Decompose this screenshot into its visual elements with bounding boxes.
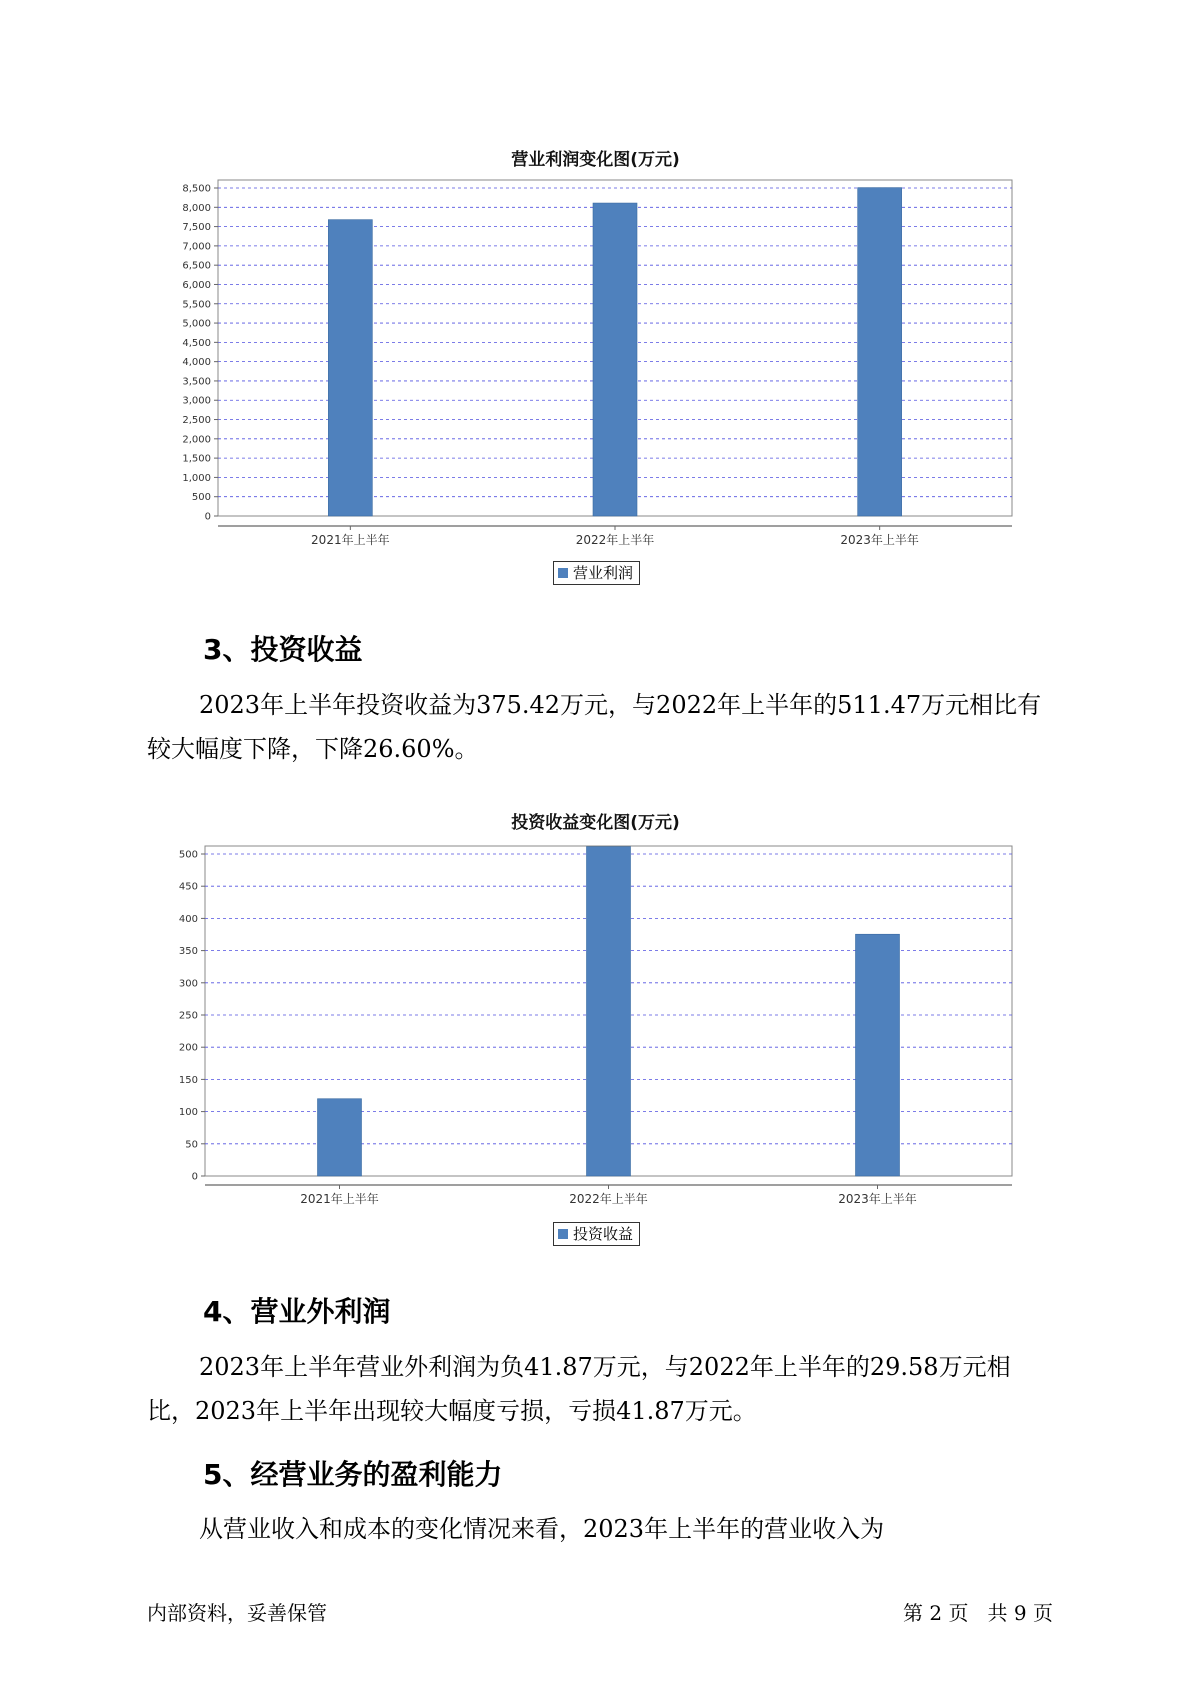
y-tick-label: 250 (178, 1010, 198, 1022)
chart-title-operating-profit: 营业利润变化图(万元) (511, 150, 680, 170)
y-tick-label: 7,000 (182, 241, 211, 253)
y-tick-label: 200 (178, 1042, 198, 1054)
y-tick-label: 6,000 (182, 279, 211, 291)
y-tick-label: 5,000 (182, 318, 211, 330)
bar (856, 934, 900, 1176)
y-tick-label: 50 (185, 1139, 198, 1151)
x-tick-label: 2021年上半年 (311, 533, 390, 547)
footer-left: 内部资料，妥善保管 (147, 1601, 327, 1625)
y-tick-label: 1,500 (182, 453, 211, 465)
chart-investment-income (0, 840, 1191, 1260)
x-tick-label: 2021年上半年 (300, 1192, 379, 1206)
y-tick-label: 7,500 (182, 222, 211, 234)
y-tick-label: 0 (191, 1171, 198, 1183)
legend-operating-profit (553, 561, 640, 585)
x-tick-label: 2023年上半年 (838, 1192, 917, 1206)
bar (593, 203, 637, 516)
bar (587, 847, 631, 1176)
y-tick-label: 3,500 (182, 376, 211, 388)
legend-swatch (558, 568, 568, 578)
y-tick-label: 4,000 (182, 357, 211, 369)
legend-label: 投资收益 (573, 1225, 634, 1243)
footer-page-number: 第 2 页 共 9 页 (903, 1601, 1053, 1625)
heading-investment-income: 3、投资收益 (203, 633, 363, 666)
legend-label: 营业利润 (573, 564, 634, 582)
heading-profitability: 5、经营业务的盈利能力 (203, 1458, 503, 1491)
chart-operating-profit (0, 180, 1191, 580)
y-tick-label: 500 (178, 849, 198, 861)
y-tick-label: 2,500 (182, 415, 211, 427)
y-tick-label: 350 (178, 946, 198, 958)
paragraph-profitability: 从营业收入和成本的变化情况来看，2023年上半年的营业收入为 (199, 1515, 885, 1543)
y-tick-label: 4,500 (182, 337, 211, 349)
paragraph-investment-income: 2023年上半年投资收益为375.42万元，与2022年上半年的511.47万元相比有较大幅度下降，下降26.60%。 (147, 691, 1042, 763)
x-tick-label: 2023年上半年 (840, 533, 919, 547)
legend-swatch (558, 1229, 568, 1239)
y-tick-label: 3,000 (182, 395, 211, 407)
y-tick-label: 8,500 (182, 183, 211, 195)
bar (318, 1099, 362, 1176)
y-tick-label: 0 (204, 511, 211, 523)
y-tick-label: 500 (191, 492, 211, 504)
bar (858, 188, 902, 516)
y-tick-label: 8,000 (182, 202, 211, 214)
y-tick-label: 450 (178, 881, 198, 893)
bar (328, 220, 372, 516)
y-tick-label: 2,000 (182, 434, 211, 446)
heading-non-operating-profit: 4、营业外利润 (203, 1295, 391, 1328)
y-tick-label: 100 (178, 1107, 198, 1119)
y-tick-label: 400 (178, 913, 198, 925)
y-tick-label: 1,000 (182, 472, 211, 484)
y-tick-label: 300 (178, 978, 198, 990)
x-tick-label: 2022年上半年 (569, 1192, 648, 1206)
paragraph-non-operating-profit: 2023年上半年营业外利润为负41.87万元，与2022年上半年的29.58万元相比，2023年上半年出现较大幅度亏损，亏损41.87万元。 (147, 1353, 1011, 1425)
legend-investment-income (553, 1222, 640, 1246)
y-tick-label: 6,500 (182, 260, 211, 272)
y-tick-label: 150 (178, 1074, 198, 1086)
x-tick-label: 2022年上半年 (575, 533, 655, 547)
y-tick-label: 5,500 (182, 299, 211, 311)
chart-title-investment-income: 投资收益变化图(万元) (511, 813, 680, 833)
